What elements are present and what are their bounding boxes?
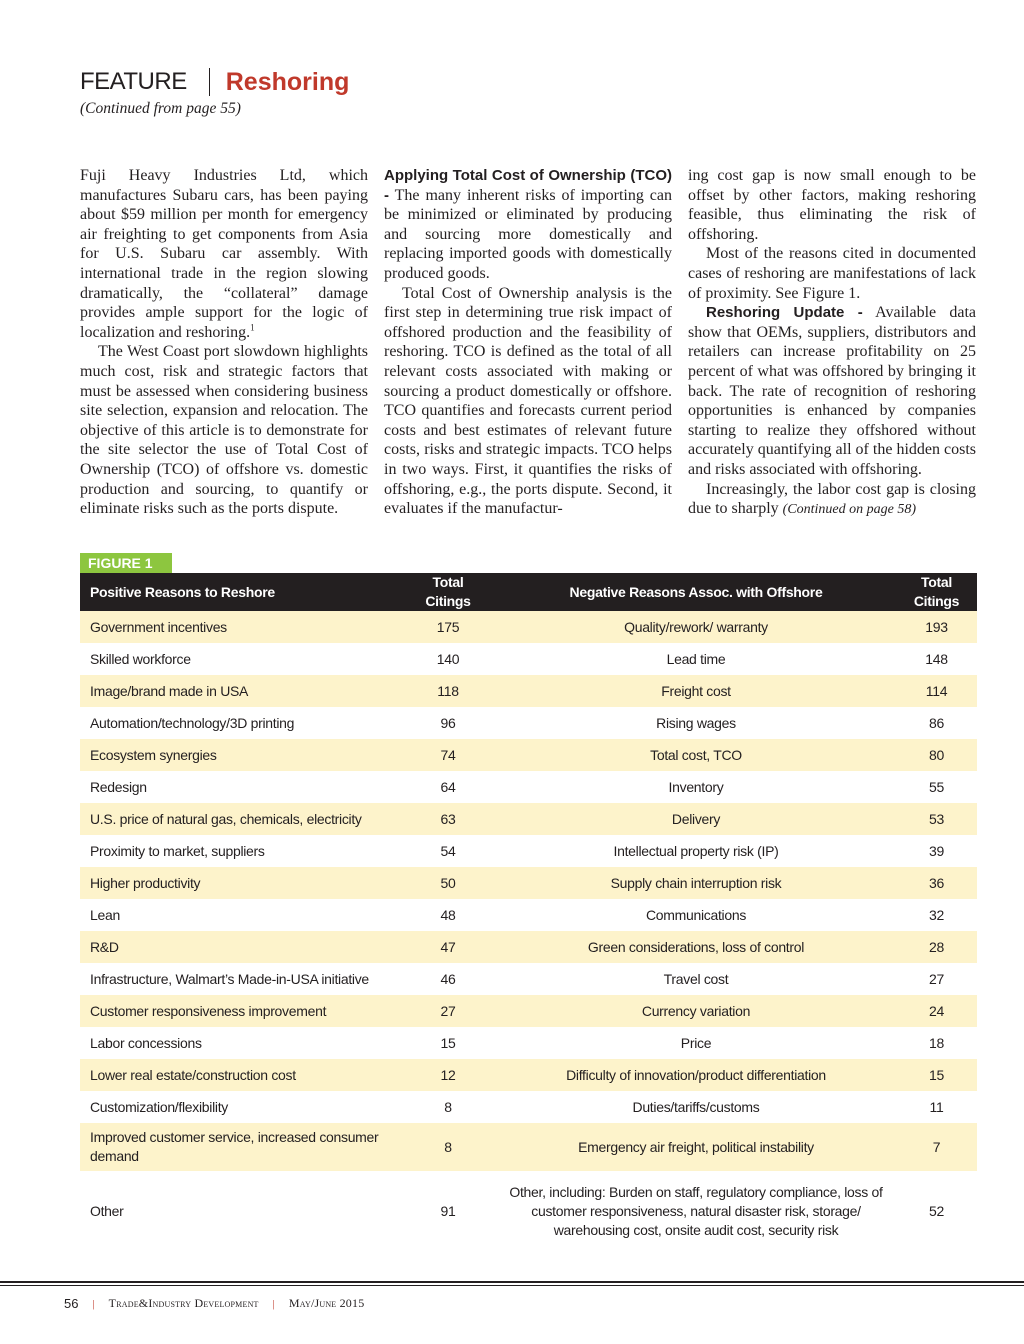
column-header-positive-reasons: Positive Reasons to Reshore: [80, 573, 400, 611]
paragraph: Total Cost of Ownership analysis is the first step in determining true risk impact of offshored production and the feasibility of reshoring. TCO is defined as the total of all relevant costs associated with making or sourcing a product domestically or offshore. TCO quantifies and forecasts current period costs and best estimates of relevant future costs, risks and strategic impacts. TCO helps in two ways. First, it quantifies the risks of offshoring, e.g., the ports dispute. Second, it evaluates if the manufactur-: [384, 284, 672, 518]
positive-reason-cell: U.S. price of natural gas, chemicals, electricity: [80, 803, 400, 835]
article-column-3: [688, 166, 976, 520]
negative-reason-cell: Emergency air freight, political instability: [496, 1123, 896, 1171]
negative-count-cell: 32: [896, 899, 977, 931]
table-row: [80, 1027, 977, 1059]
table-row: [80, 867, 977, 899]
figure-table: [80, 573, 977, 1251]
footer-rule-thin: [0, 1285, 1024, 1286]
paragraph-text: The many inherent risks of importing can be minimized or eliminated by producing and sourcing more domestically and replacing imported goods with domestically produced goods.: [384, 186, 672, 282]
column-header-positive-citings: Total Citings: [400, 573, 496, 611]
continued-from-note: (Continued from page 55): [80, 100, 241, 117]
issue-date: May/June 2015: [288, 1296, 365, 1310]
article-column-1: [80, 166, 368, 519]
continued-on-note: (Continued on page 58): [782, 502, 917, 518]
negative-count-cell: 36: [896, 867, 977, 899]
positive-count-cell: 27: [400, 995, 496, 1027]
positive-count-cell: 91: [400, 1171, 496, 1251]
negative-reason-cell: Green considerations, loss of control: [496, 931, 896, 963]
negative-count-cell: 53: [896, 803, 977, 835]
positive-reason-cell: Labor concessions: [80, 1027, 400, 1059]
paragraph-text: Increasingly, the labor cost gap is closing due to sharply: [688, 480, 976, 518]
positive-reason-cell: Image/brand made in USA: [80, 675, 400, 707]
table-header-row: [80, 573, 977, 611]
footnote-marker: 1: [250, 322, 255, 333]
negative-reason-cell: Rising wages: [496, 707, 896, 739]
figure-label: FIGURE 1: [80, 553, 172, 573]
negative-count-cell: 18: [896, 1027, 977, 1059]
page-header: [80, 66, 349, 118]
negative-count-cell: 86: [896, 707, 977, 739]
table-row: [80, 963, 977, 995]
positive-count-cell: 12: [400, 1059, 496, 1091]
positive-count-cell: 175: [400, 611, 496, 643]
positive-reason-cell: Improved customer service, increased consumer demand: [80, 1123, 400, 1171]
negative-count-cell: 28: [896, 931, 977, 963]
positive-count-cell: 54: [400, 835, 496, 867]
column-header-negative-reasons: Negative Reasons Assoc. with Offshore: [496, 573, 896, 611]
negative-count-cell: 80: [896, 739, 977, 771]
positive-reason-cell: R&D: [80, 931, 400, 963]
page-number: 56: [64, 1296, 79, 1311]
subhead: Applying Total Cost of Ownership (TCO) -: [384, 167, 672, 204]
table-row: [80, 835, 977, 867]
negative-reason-cell: Currency variation: [496, 995, 896, 1027]
header-divider: [209, 68, 210, 96]
column-header-negative-citings: Total Citings: [896, 573, 977, 611]
negative-reason-cell: Intellectual property risk (IP): [496, 835, 896, 867]
paragraph: The West Coast port slowdown highlights much cost, risk and strategic factors that must be assessed when considering business site selection, expansion and relocation. The objective of this article is to demonstrate for the site selector the use of Total Cost of Ownership (TCO) of offshore vs. domestic production and sourcing, to quantify or eliminate risks such as the ports dispute.: [80, 343, 368, 518]
feature-label: FEATURE: [80, 68, 187, 95]
negative-count-cell: 27: [896, 963, 977, 995]
subhead: Reshoring Update -: [706, 304, 863, 322]
negative-reason-cell: Quality/rework/ warranty: [496, 611, 896, 643]
paragraph: ing cost gap is now small enough to be offset by other factors, making reshoring feasible, thus eliminating the risk of offshoring.: [688, 167, 976, 243]
table-row: [80, 611, 977, 643]
negative-count-cell: 114: [896, 675, 977, 707]
positive-count-cell: 63: [400, 803, 496, 835]
positive-count-cell: 8: [400, 1091, 496, 1123]
header-line: [80, 66, 349, 98]
negative-count-cell: 39: [896, 835, 977, 867]
table-row: [80, 771, 977, 803]
positive-reason-cell: Proximity to market, suppliers: [80, 835, 400, 867]
positive-count-cell: 48: [400, 899, 496, 931]
positive-reason-cell: Lean: [80, 899, 400, 931]
article-column-2: [384, 166, 672, 519]
positive-count-cell: 140: [400, 643, 496, 675]
positive-reason-cell: Government incentives: [80, 611, 400, 643]
positive-reason-cell: Customer responsiveness improvement: [80, 995, 400, 1027]
positive-count-cell: 118: [400, 675, 496, 707]
positive-count-cell: 64: [400, 771, 496, 803]
table-row: [80, 1123, 977, 1171]
table-row: [80, 1171, 977, 1251]
footer-separator: |: [272, 1297, 275, 1310]
positive-reason-cell: Customization/flexibility: [80, 1091, 400, 1123]
table-row: [80, 1091, 977, 1123]
negative-count-cell: 7: [896, 1123, 977, 1171]
negative-reason-cell: Other, including: Burden on staff, regulatory compliance, loss of customer responsiveness, natural disaster risk, storage/ warehousing cost, onsite audit cost, security risk: [496, 1171, 896, 1251]
negative-reason-cell: Total cost, TCO: [496, 739, 896, 771]
negative-reason-cell: Freight cost: [496, 675, 896, 707]
positive-reason-cell: Higher productivity: [80, 867, 400, 899]
negative-reason-cell: Delivery: [496, 803, 896, 835]
positive-count-cell: 96: [400, 707, 496, 739]
positive-count-cell: 74: [400, 739, 496, 771]
section-title: Reshoring: [225, 67, 350, 96]
page-footer: [64, 1296, 364, 1311]
table-row: [80, 1059, 977, 1091]
positive-reason-cell: Ecosystem synergies: [80, 739, 400, 771]
table-row: [80, 643, 977, 675]
negative-count-cell: 148: [896, 643, 977, 675]
negative-reason-cell: Travel cost: [496, 963, 896, 995]
negative-count-cell: 55: [896, 771, 977, 803]
positive-count-cell: 47: [400, 931, 496, 963]
paragraph: [688, 480, 976, 520]
negative-reason-cell: Duties/tariffs/customs: [496, 1091, 896, 1123]
negative-count-cell: 24: [896, 995, 977, 1027]
footer-rule: [0, 1281, 1024, 1283]
negative-reason-cell: Communications: [496, 899, 896, 931]
positive-reason-cell: Automation/technology/3D printing: [80, 707, 400, 739]
negative-reason-cell: Price: [496, 1027, 896, 1059]
paragraph-text: Available data show that OEMs, suppliers, distributors and retailers can increase profitability on 25 percent of what was offshored by bringing it back. The rate of recognition of reshoring opportunities is enhanced by companies starting to realize they offshored without accurately quantifying all of the hidden costs and risks associated with offshoring.: [688, 304, 976, 478]
positive-reason-cell: Other: [80, 1171, 400, 1251]
table-row: [80, 995, 977, 1027]
paragraph: [384, 166, 672, 284]
negative-count-cell: 193: [896, 611, 977, 643]
negative-count-cell: 52: [896, 1171, 977, 1251]
positive-reason-cell: Infrastructure, Walmart’s Made-in-USA initiative: [80, 963, 400, 995]
table-row: [80, 675, 977, 707]
table-row: [80, 803, 977, 835]
table-row: [80, 707, 977, 739]
positive-count-cell: 46: [400, 963, 496, 995]
table-row: [80, 899, 977, 931]
paragraph-text: Fuji Heavy Industries Ltd, which manufactures Subaru cars, has been paying about $59 million per month for emergency air freighting to get components from Asia for U.S. Subaru car assembly. With international trade in the region slowing dramatically, the “collateral” damage provides ample support for the logic of localization and reshoring.: [80, 167, 368, 341]
paragraph: Most of the reasons cited in documented cases of reshoring are manifestations of lack of proximity. See Figure 1.: [688, 245, 976, 302]
table-row: [80, 739, 977, 771]
footer-separator: |: [92, 1297, 95, 1310]
negative-reason-cell: Lead time: [496, 643, 896, 675]
positive-reason-cell: Redesign: [80, 771, 400, 803]
negative-count-cell: 15: [896, 1059, 977, 1091]
paragraph: [688, 303, 976, 479]
positive-count-cell: 15: [400, 1027, 496, 1059]
magazine-name: Trade&Industry Development: [108, 1296, 259, 1310]
positive-reason-cell: Lower real estate/construction cost: [80, 1059, 400, 1091]
paragraph: [80, 166, 368, 342]
negative-reason-cell: Supply chain interruption risk: [496, 867, 896, 899]
negative-reason-cell: Difficulty of innovation/product differentiation: [496, 1059, 896, 1091]
negative-count-cell: 11: [896, 1091, 977, 1123]
positive-count-cell: 50: [400, 867, 496, 899]
table-row: [80, 931, 977, 963]
positive-count-cell: 8: [400, 1123, 496, 1171]
negative-reason-cell: Inventory: [496, 771, 896, 803]
positive-reason-cell: Skilled workforce: [80, 643, 400, 675]
